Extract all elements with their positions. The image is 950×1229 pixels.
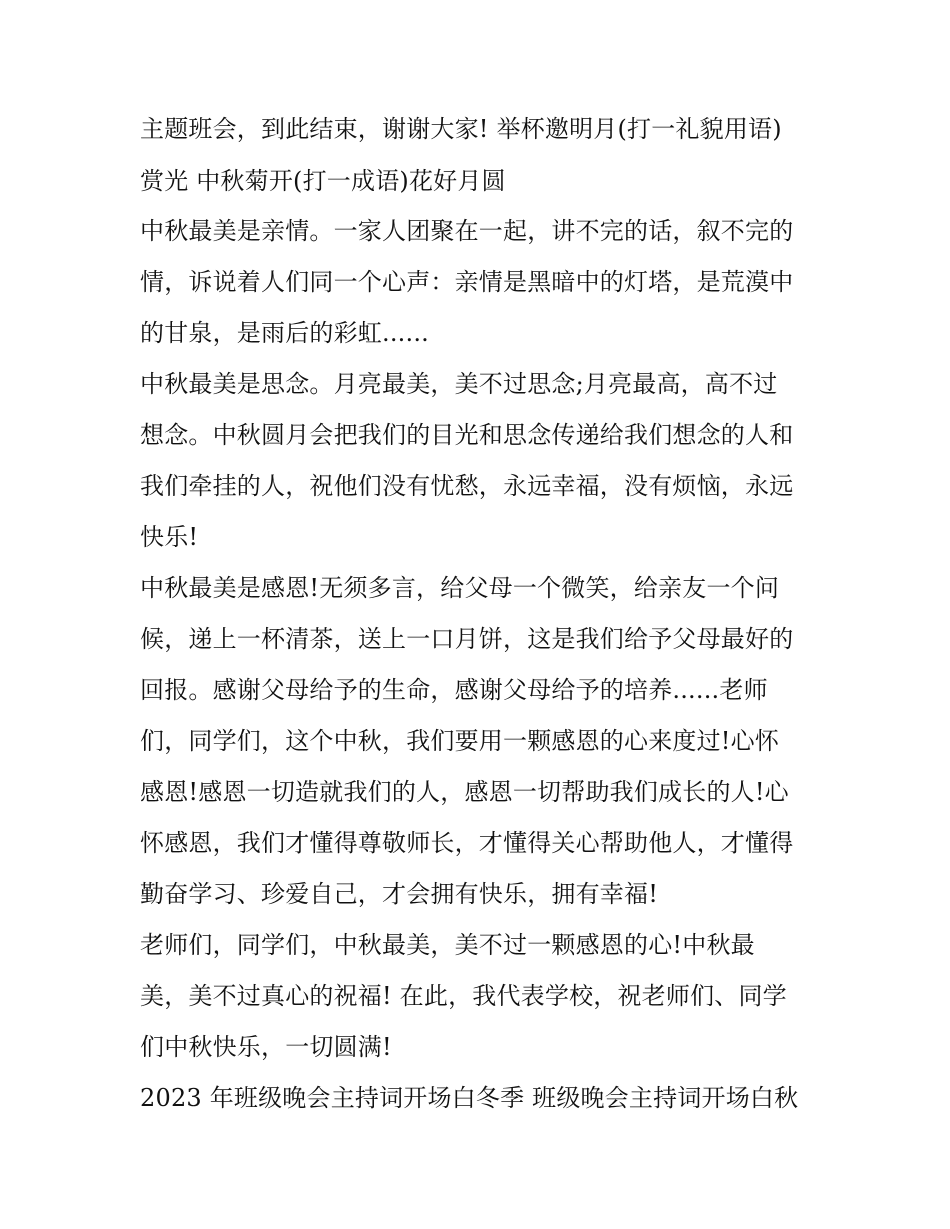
text-line: 赏光 中秋菊开(打一成语)花好月圆: [140, 167, 506, 195]
text-line: 情，诉说着人们同一个心声：亲情是黑暗中的灯塔，是荒漠中: [140, 268, 794, 296]
text-line: 中秋最美是感恩!无须多言，给父母一个微笑，给亲友一个问: [140, 574, 780, 602]
text-line: 我们牵挂的人，祝他们没有忧愁，永远幸福，没有烦恼，永远: [140, 472, 794, 500]
text-line: 2023 年班级晚会主持词开场白冬季 班级晚会主持词开场白秋: [140, 1084, 799, 1112]
text-line: 感恩!感恩一切造就我们的人，感恩一切帮助我们成长的人!心: [140, 778, 789, 806]
text-line: 快乐!: [140, 523, 199, 551]
text-line: 的甘泉，是雨后的彩虹......: [140, 319, 429, 347]
text-line: 们，同学们，这个中秋，我们要用一颗感恩的心来度过!心怀: [140, 727, 780, 755]
text-line: 主题班会，到此结束，谢谢大家! 举杯邀明月(打一礼貌用语): [140, 115, 782, 143]
text-line: 中秋最美是思念。月亮最美，美不过思念;月亮最高，高不过: [140, 370, 778, 398]
text-line: 老师们，同学们，中秋最美，美不过一颗感恩的心!中秋最: [140, 931, 755, 959]
text-line: 怀感恩，我们才懂得尊敬师长，才懂得关心帮助他人，才懂得: [140, 829, 794, 857]
text-line: 想念。中秋圆月会把我们的目光和思念传递给我们想念的人和: [140, 421, 794, 449]
text-line: 候，递上一杯清茶，送上一口月饼，这是我们给予父母最好的: [140, 625, 794, 653]
text-line: 中秋最美是亲情。一家人团聚在一起，讲不完的话，叙不完的: [140, 217, 794, 245]
text-line: 回报。感谢父母给予的生命，感谢父母给予的培养......老师: [140, 676, 768, 704]
text-line: 们中秋快乐，一切圆满!: [140, 1033, 392, 1061]
text-line: 勤奋学习、珍爱自己，才会拥有快乐，拥有幸福!: [140, 880, 659, 908]
text-line: 美，美不过真心的祝福! 在此，我代表学校，祝老师们、同学: [140, 982, 787, 1010]
